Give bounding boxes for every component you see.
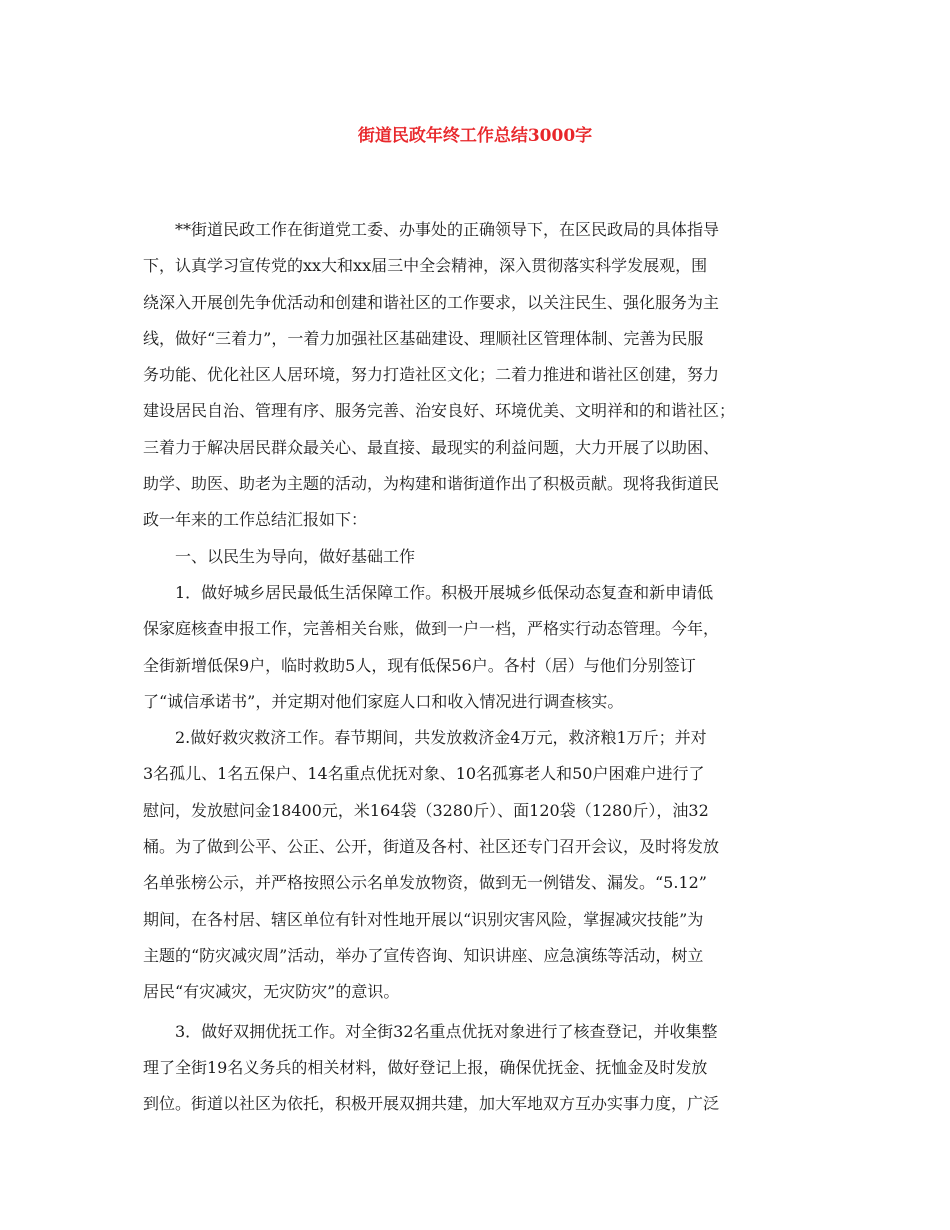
paragraph-line: 3．做好双拥优抚工作。对全街32名重点优抚对象进行了核查登记，并收集整 <box>175 1021 718 1041</box>
section-heading: 一、以民生为导向，做好基础工作 <box>175 546 416 566</box>
paragraph-line: 到位。街道以社区为依托，积极开展双拥共建，加大军地双方互办实事力度，广泛 <box>143 1094 720 1114</box>
paragraph-line: 绕深入开展创先争优活动和创建和谐社区的工作要求，以关注民生、强化服务为主 <box>143 292 720 312</box>
paragraph-line: 2.做好救灾救济工作。春节期间，共发放救济金4万元，救济粮1万斤；并对 <box>175 728 707 748</box>
paragraph-line: 下，认真学习宣传党的xx大和xx届三中全会精神，深入贯彻落实科学发展观，围 <box>143 256 708 276</box>
paragraph-line: 建设居民自治、管理有序、服务完善、治安良好、环境优美、文明祥和的和谐社区； <box>143 401 736 421</box>
paragraph-line: 居民“有灾减灾，无灾防灾”的意识。 <box>143 982 400 1002</box>
document-title: 街道民政年终工作总结3000字 <box>357 126 593 146</box>
paragraph-line: 线，做好“三着力”，一着力加强社区基础建设、理顺社区管理体制、完善为民服 <box>143 328 704 348</box>
paragraph-line: 助学、助医、助老为主题的活动，为构建和谐街道作出了积极贡献。现将我街道民 <box>143 474 720 494</box>
paragraph-line: **街道民政工作在街道党工委、办事处的正确领导下，在区民政局的具体指导 <box>175 220 720 239</box>
paragraph-line: 桶。为了做到公平、公正、公开，街道及各村、社区还专门召开会议，及时将发放 <box>143 837 720 857</box>
document-body <box>143 212 809 1122</box>
paragraph-line: 三着力于解决居民群众最关心、最直接、最现实的利益问题，大力开展了以助困、 <box>143 437 720 457</box>
paragraph-line: 名单张榜公示，并严格按照公示名单发放物资，做到无一例错发、漏发。“5.12” <box>143 873 707 893</box>
paragraph-line: 慰问，发放慰问金18400元，米164袋（3280斤）、面120袋（1280斤），油32 <box>143 800 709 820</box>
paragraph-line: 理了全街19名义务兵的相关材料，做好登记上报，确保优抚金、抚恤金及时发放 <box>143 1057 708 1077</box>
paragraph-line: 3名孤儿、1名五保户、14名重点优抚对象、10名孤寡老人和50户困难户进行了 <box>143 764 705 784</box>
paragraph-line: 保家庭核查申报工作，完善相关台账，做到一户一档，严格实行动态管理。今年， <box>143 619 720 639</box>
paragraph-line: 全街新增低保9户，临时救助5人，现有低保56户。各村（居）与他们分别签订 <box>143 655 696 675</box>
paragraph-line: 务功能、优化社区人居环境，努力打造社区文化；二着力推进和谐社区创建，努力 <box>143 365 720 385</box>
paragraph-line: 政一年来的工作总结汇报如下： <box>143 510 368 530</box>
paragraph-line: 期间，在各村居、辖区单位有针对性地开展以“识别灾害风险，掌握减灾技能”为 <box>143 909 704 929</box>
paragraph-line: 1．做好城乡居民最低生活保障工作。积极开展城乡低保动态复查和新申请低 <box>175 582 714 602</box>
paragraph-line: 了“诚信承诺书”，并定期对他们家庭人口和收入情况进行调查核实。 <box>143 691 624 711</box>
paragraph-line: 主题的“防灾减灾周”活动，举办了宣传咨询、知识讲座、应急演练等活动，树立 <box>143 945 704 965</box>
